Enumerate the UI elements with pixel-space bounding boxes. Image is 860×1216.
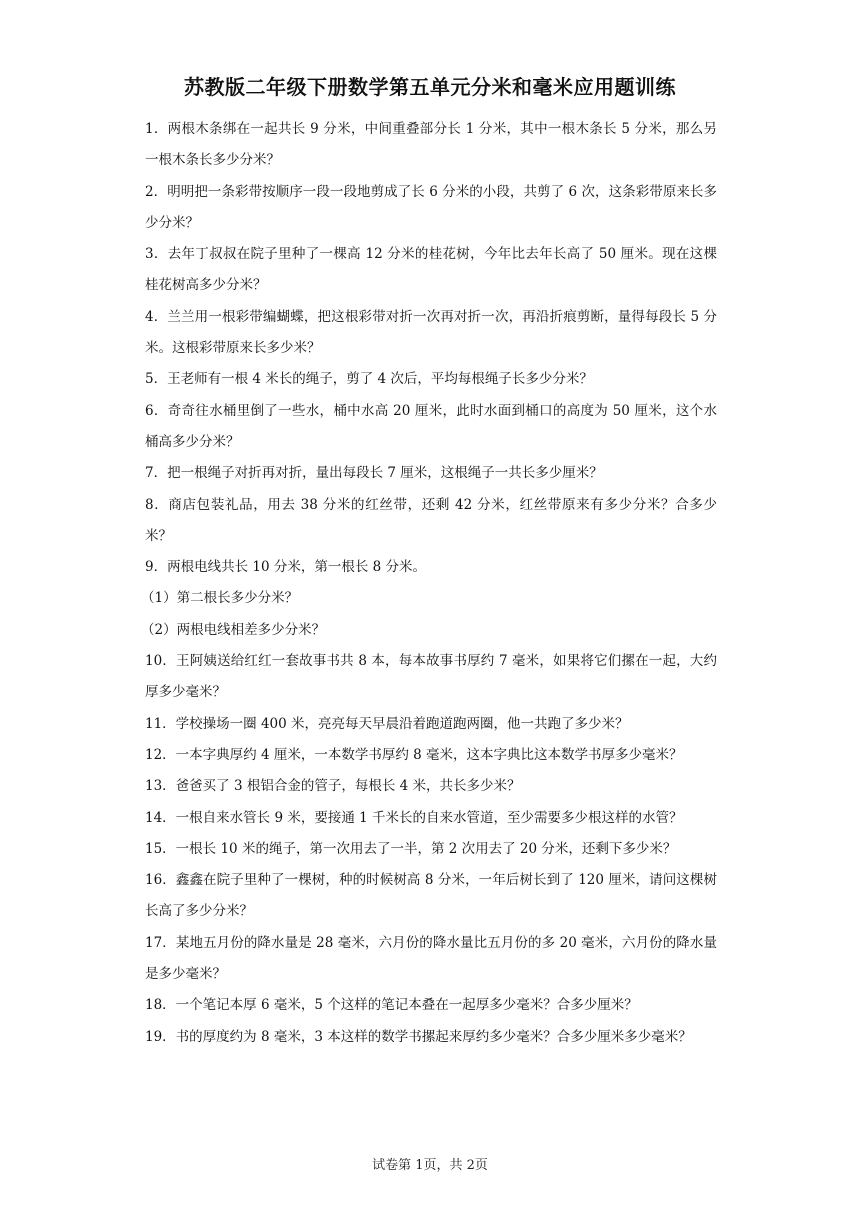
question-5: 5．王老师有一根 4 米长的绳子，剪了 4 次后，平均每根绳子长多少分米？ [145, 371, 593, 388]
question-8: 8．商店包装礼品，用去 38 分米的红丝带，还剩 42 分米，红丝带原来有多少分米？合多少米？ [145, 496, 717, 544]
question-4: 4．兰兰用一根彩带编蝴蝶，把这根彩带对折一次再对折一次，再沿折痕剪断，量得每段长 5 分米。这根彩带原来长多少米？ [145, 308, 717, 357]
question-7: 7．把一根绳子对折再对折，量出每段长 7 厘米，这根绳子一共长多少厘米？ [145, 465, 603, 482]
question-2: 2．明明把一条彩带按顺序一段一段地剪成了长 6 分米的小段，共剪了 6 次，这条彩带原来长多少分米？ [145, 183, 717, 231]
question-3: 3．去年丁叔叔在院子里种了一棵高 12 分米的桂花树，今年比去年长高了 50 厘米。现在这棵桂花树高多少分米？ [145, 246, 717, 294]
question-list [141, 114, 717, 1053]
question-9-sub-1: （1）第二根长多少分米？ [141, 590, 299, 607]
question-1: 1．两根木条绑在一起共长 9 分米，中间重叠部分长 1 分米，其中一根木条长 5 分米，那么另一根木条长多少分米？ [145, 121, 717, 169]
question-15: 15．一根长 10 米的绳子，第一次用去了一半，第 2 次用去了 20 分米，还剩下多少米？ [145, 840, 677, 857]
question-6: 6．奇奇往水桶里倒了一些水，桶中水高 20 厘米，此时水面到桶口的高度为 50 厘米，这个水桶高多少分米？ [145, 402, 717, 450]
question-12: 12．一本字典厚约 4 厘米，一本数学书厚约 8 毫米，这本字典比这本数学书厚多少毫米？ [145, 746, 683, 763]
question-9: 9．两根电线共长 10 分米，第一根长 8 分米。 [145, 559, 427, 576]
question-18: 18．一个笔记本厚 6 毫米，5 个这样的笔记本叠在一起厚多少毫米？合多少厘米？ [145, 997, 638, 1014]
question-9-sub-2: （2）两根电线相差多少分米？ [141, 621, 326, 638]
question-17: 17．某地五月份的降水量是 28 毫米，六月份的降水量比五月份的多 20 毫米，六月份的降水量是多少毫米？ [145, 934, 717, 983]
page-footer: 试卷第 1页，共 2页 [372, 1158, 488, 1173]
question-14: 14．一根自来水管长 9 米，要接通 1 千米长的自来水管道，至少需要多少根这样的水管？ [145, 809, 683, 826]
question-16: 16．鑫鑫在院子里种了一棵树，种的时候树高 8 分米，一年后树长到了 120 厘米，请问这棵树长高了多少分米？ [145, 872, 717, 920]
question-11: 11．学校操场一圈 400 米，亮亮每天早晨沿着跑道跑两圈，他一共跑了多少米？ [145, 715, 629, 732]
question-13: 13．爸爸买了 3 根铝合金的管子，每根长 4 米，共长多少米？ [145, 778, 521, 795]
question-19: 19．书的厚度约为 8 毫米，3 本这样的数学书摞起来厚约多少毫米？合多少厘米多少毫米？ [145, 1028, 692, 1045]
question-10: 10．王阿姨送给红红一套故事书共 8 本，每本故事书厚约 7 毫米，如果将它们摞在一起，大约厚多少毫米？ [145, 653, 717, 701]
page-title: 苏教版二年级下册数学第五单元分米和毫米应用题训练 [184, 75, 676, 99]
